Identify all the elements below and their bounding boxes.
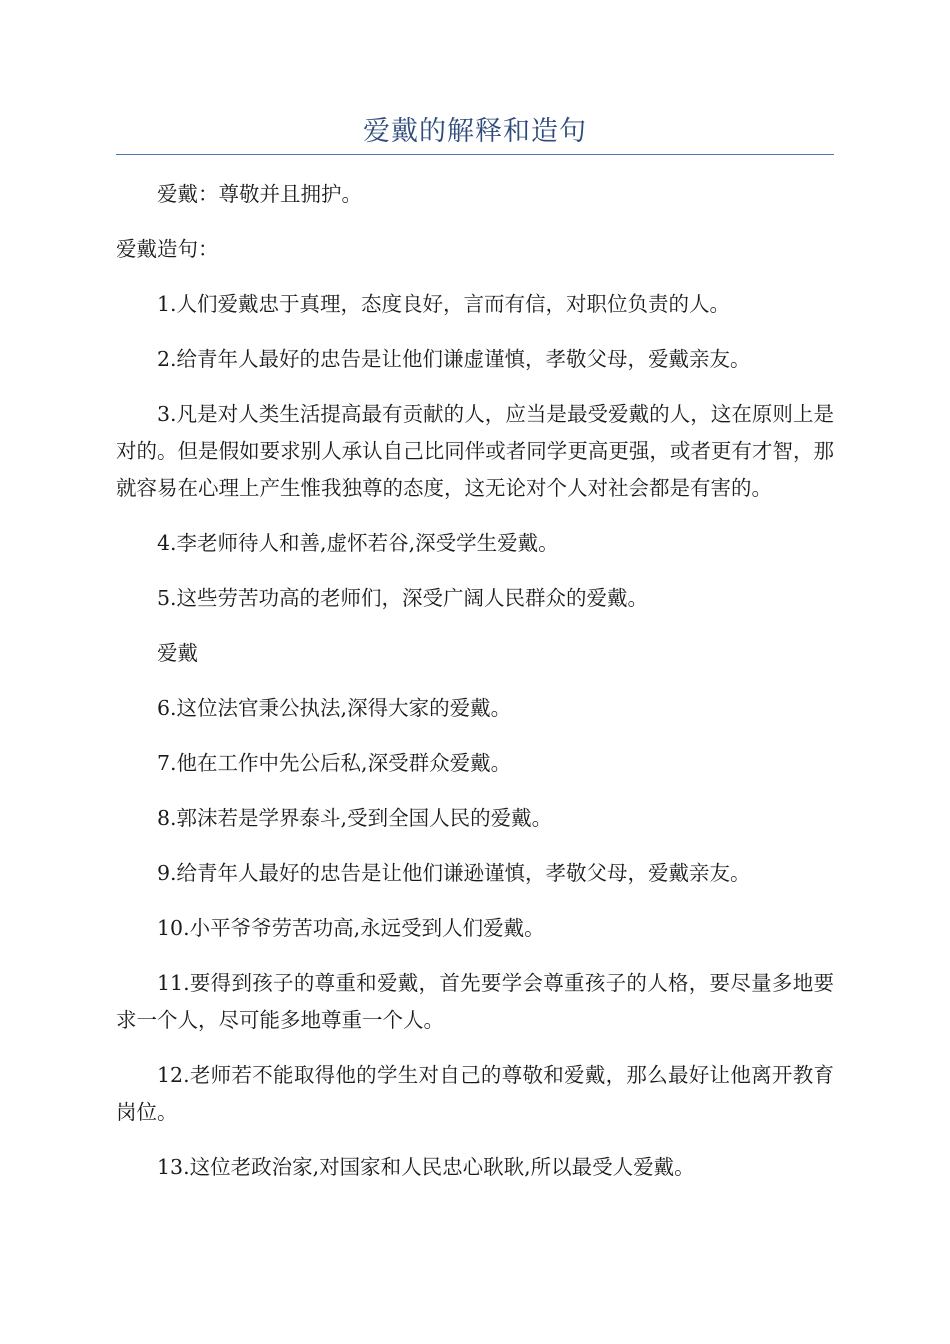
example-paragraph: 4.李老师待人和善,虚怀若谷,深受学生爱戴。 <box>157 531 559 555</box>
document-body <box>116 176 834 1204</box>
definition-paragraph: 爱戴：尊敬并且拥护。 <box>157 182 362 206</box>
example-paragraph: 5.这些劳苦功高的老师们，深受广阔人民群众的爱戴。 <box>157 586 649 610</box>
example-paragraph: 11.要得到孩子的尊重和爱戴，首先要学会尊重孩子的人格，要尽量多地要求一个人，尽可能多地尊重一个人。 <box>116 971 834 1032</box>
section-label: 爱戴 <box>157 641 198 665</box>
example-paragraph: 13.这位老政治家,对国家和人民忠心耿耿,所以最受人爱戴。 <box>157 1155 695 1179</box>
example-paragraph: 7.他在工作中先公后私,深受群众爱戴。 <box>157 751 512 775</box>
page-title: 爱戴的解释和造句 <box>363 116 587 147</box>
example-paragraph: 2.给青年人最好的忠告是让他们谦虚谨慎，孝敬父母，爱戴亲友。 <box>157 347 751 371</box>
example-paragraph: 3.凡是对人类生活提高最有贡献的人，应当是最受爱戴的人，这在原则上是对的。但是假如要求别人承认自己比同伴或者同学更高更强，或者更有才智，那就容易在心理上产生惟我独尊的态度，这无论对个人对社会都是有害的。 <box>116 402 834 500</box>
example-paragraph: 8.郭沫若是学界泰斗,受到全国人民的爱戴。 <box>157 806 553 830</box>
example-paragraph: 10.小平爷爷劳苦功高,永远受到人们爱戴。 <box>157 916 545 940</box>
title-underline <box>116 154 834 155</box>
example-paragraph: 6.这位法官秉公执法,深得大家的爱戴。 <box>157 696 512 720</box>
example-paragraph: 9.给青年人最好的忠告是让他们谦逊谨慎，孝敬父母，爱戴亲友。 <box>157 861 751 885</box>
example-paragraph: 12.老师若不能取得他的学生对自己的尊敬和爱戴，那么最好让他离开教育岗位。 <box>116 1063 834 1124</box>
examples-heading: 爱戴造句： <box>116 237 219 261</box>
example-paragraph: 1.人们爱戴忠于真理，态度良好，言而有信，对职位负责的人。 <box>157 292 731 316</box>
